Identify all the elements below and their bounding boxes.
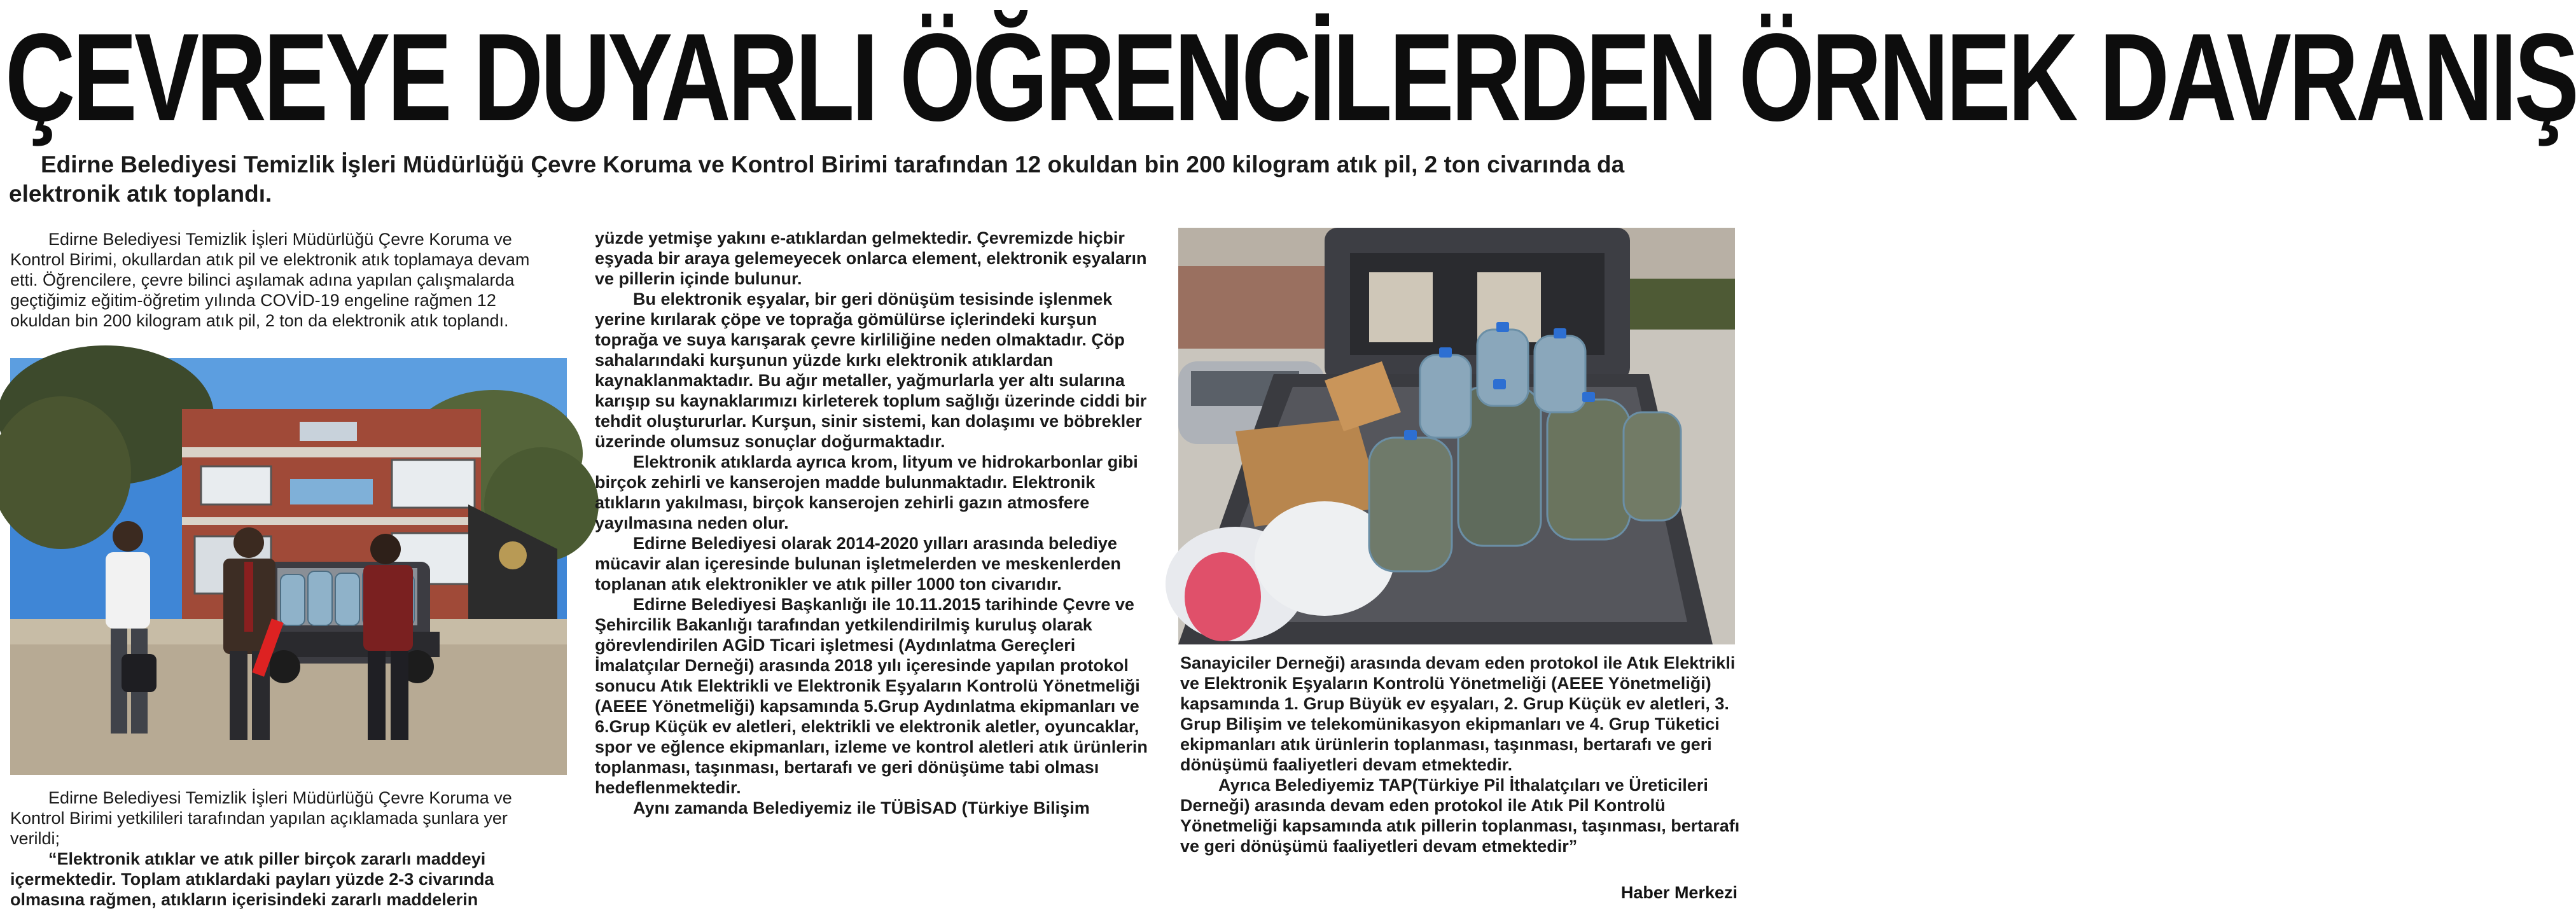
col3-paragraph-2: Ayrıca Belediyemiz TAP(Türkiye Pil İthalatçıları ve Üreticileri Derneği) arasında devam eden protokol ile Atık Pil Kontrolü Yönetmeliği kapsamında atık pillerin toplanması, taşınması, bertarafı ve geri dönüşümü faaliyetleri devam etmektedir”: [1180, 775, 1740, 856]
truck-photo-illustration: [1178, 228, 1735, 644]
subheadline-text: Edirne Belediyesi Temizlik İşleri Müdürlüğü Çevre Koruma ve Kontrol Birimi tarafından 12 okuldan bin 200 kilogram atık pil, 2 ton civarında da elektronik atık toplandı.: [9, 151, 1625, 207]
col3-paragraph-1: Sanayiciler Derneği) arasında devam eden protokol ile Atık Elektrikli ve Elektronik Eşyaların Kontrolü Yönetmeliği (AEEE Yönetmeliği) kapsamında 1. Grup Büyük ev eşyaları, 2. Grup Küçük ev aletleri, 3. Grup Bilişim ve telekomünikasyon ekipmanları ve 4. Grup Tüketici ekipmanları atık ürünlerin toplanması, taşınması, bertarafı ve geri dönüşümü faaliyetleri devam etmektedir.: [1180, 653, 1736, 774]
col2-paragraph-1: yüzde yetmişe yakını e-atıklardan gelmektedir. Çevremizde hiçbir eşyada bir araya gelemeyecek onlarca element, elektronik eşyaların ve pillerin içinde bulunur.: [595, 228, 1147, 288]
column-2: [595, 228, 1155, 818]
col2-paragraph-3: Elektronik atıklarda ayrıca krom, lityum ve hidrokarbonlar gibi birçok zehirli ve kanserojen madde bulunmaktadır. Elektronik atıkların yakılması, birçok kanserojen zehirli gazın atmosfere yayılmasına neden olur.: [595, 452, 1138, 532]
byline: Haber Merkezi: [1620, 883, 1737, 902]
subheadline: [9, 150, 1739, 209]
column-3: [1180, 653, 1740, 856]
col2-paragraph-4: Edirne Belediyesi olarak 2014-2020 yılları arasında belediye mücavir alan içeresinde bulunan işletmelerden ve meskenlerden toplanan atık elektronikler ve atık piller 1000 ton civarıdır.: [595, 534, 1121, 594]
quote-paragraph: “Elektronik atıklar ve atık piller birçok zararlı maddeyi içermektedir. Toplam atıklardaki payları yüzde 2-3 civarında olmasına rağmen, atıkların içerisindeki zararlı maddelerin: [10, 849, 494, 909]
headline: ÇEVREYE DUYARLI ÖĞRENCİLERDEN ÖRNEK DAVRANIŞ: [5, 8, 2576, 147]
col2-paragraph-6: Aynı zamanda Belediyemiz ile TÜBİSAD (Türkiye Bilişim: [633, 798, 1090, 817]
col2-paragraph-2: Bu elektronik eşyalar, bir geri dönüşüm tesisinde işlenmek yerine kırılarak çöpe ve toprağa gömülürse içlerindeki kurşun toprağa ve suya karışarak çevre kirliliğine neden olmaktadır. Çöp sahalarındaki kurşunun yüzde kırkı elektronik atıklardan kaynaklanmaktadır. Bu ağır metaller, yağmurlarla yer altı sularına karışıp su kaynaklarımızı kirleterek toplum sağlığı üzerinde ciddi bir tehdit oluştururlar. Kurşun, sinir sistemi, kan dolaşımı ve böbrekler üzerinde olumsuz sonuçlar doğurmaktadır.: [595, 289, 1147, 451]
col2-paragraph-5: Edirne Belediyesi Başkanlığı ile 10.11.2015 tarihinde Çevre ve Şehircilik Bakanlığı tarafından yetkilendirilmiş kuruluş olarak görevlendirilen AGİD Ticari işletmesi (Aydınlatma Gereçleri İmalatçılar Derneği) arasında 2018 yılı içeresinde yapılan protokol sonucu Atık Elektrikli ve Elektronik Eşyaların Kontrolü Yönetmeliği (AEEE Yönetmeliği) kapsamında 5.Grup Aydınlatma ekipmanları ve 6.Grup Küçük ev aletleri, elektrikli ve elektronik aletler, oyuncaklar, spor ve eğlence ekipmanları, izleme ve kontrol aletleri atık ürünlerin toplanması, taşınması, bertarafı ve geri dönüşüme tabi olması hedeflenmektedir.: [595, 595, 1148, 797]
column-1-intro: [10, 229, 557, 331]
photo-students-school: [10, 358, 567, 775]
intro-paragraph: Edirne Belediyesi Temizlik İşleri Müdürlüğü Çevre Koruma ve Kontrol Birimi, okullardan atık pil ve elektronik atık toplamaya devam etti. Öğrencilere, çevre bilinci aşılamak adına yapılan çalışmalarda geçtiğimiz eğitim-öğretim yılında COVİD-19 engeline rağmen 12 okuldan bin 200 kilogram atık pil, 2 ton da elektronik atık toplandı.: [10, 230, 530, 330]
statement-paragraph: Edirne Belediyesi Temizlik İşleri Müdürlüğü Çevre Koruma ve Kontrol Birimi yetkilileri tarafından yapılan açıklamada şunlara yer verildi;: [10, 788, 512, 848]
photo-truck-batteries: [1178, 228, 1735, 644]
column-1-continued: [10, 788, 557, 910]
school-photo-illustration: [10, 358, 567, 775]
